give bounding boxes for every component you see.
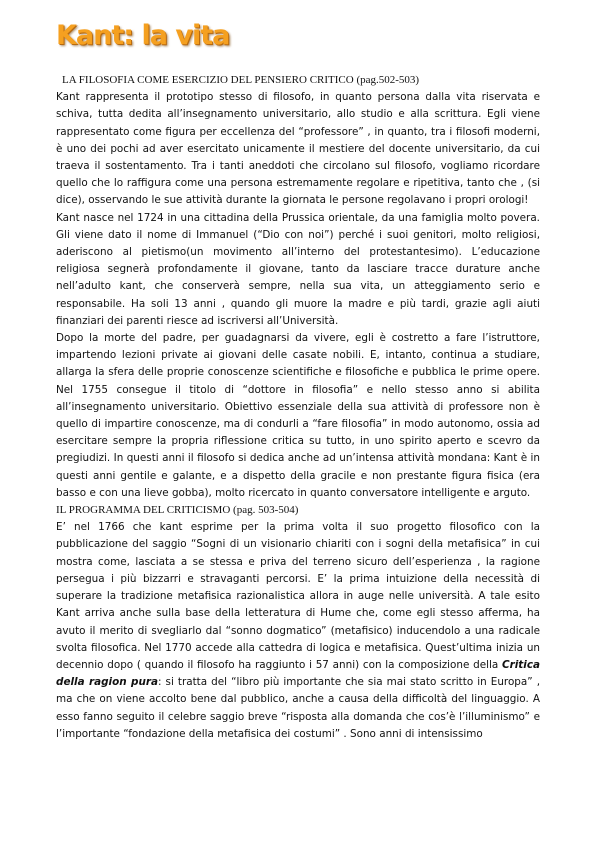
section-heading-criticismo: IL PROGRAMMA DEL CRITICISMO (pag. 503-504): [56, 504, 299, 517]
document-body: [56, 72, 540, 743]
paragraph: Dopo la morte del padre, per guadagnarsi da vivere, egli è costretto a fare l’istruttore, impartendo lezioni private ai giovani delle casate nobili. E, intanto, continua a studiare, allarga la sfera delle proprie conoscenze scientifiche e filosofiche e pubblica le prime opere. Nel 1755 consegue il titolo di “dottore in filosofia” e nello stesso anno si abilita all’insegnamento universitario. Obiettivo essenziale della sua attività di professore non è quello di impartire conoscenze, ma di condurli a “fare filosofia” in modo autonomo, ossia ad esercitare sempre la propria riflessione critica su tutto, in uno spirito aperto e scevro da pregiudizi. In questi anni il filosofo si dedica anche ad un’intensa attività mondana: Kant è in questi anni gentile e galante, e a dispetto della gracile e non prestante figura fisica (era basso e con una lieve gobba), molto ricercato in quanto conversatore intelligente e arguto.: [56, 332, 540, 499]
paragraph-text: : si tratta del “libro più importante che sia mai stato scritto in Europa” , ma che on viene accolto bene dal pubblico, anche a causa della difficoltà del linguaggio. A esso fanno seguito il celebre saggio breve “risposta alla domanda che cos’è l’illuminismo” e l’importante “fondazione della metafisica dei costumi” . Sono anni di intensissimo: [56, 676, 541, 740]
paragraph-text: E’ nel 1766 che kant esprime per la prima volta il suo progetto filosofico con la pubblicazione del saggio “Sogni di un visionario chiariti con i sogni della metafisica” in cui mostra come, lasciata a se stessa e priva del terreno sicuro dell’esperienza , la ragione persegua i più bizzarri e stravaganti percorsi. E’ la prima intuizione della necessità di superare la tradizione metafisica razionalistica allora in auge nelle università. A tale esito Kant arriva anche sulla base della letteratura di Hume che, come egli stesso afferma, ha avuto il merito di svegliarlo dal “sonno dogmatico” (metafisico) inducendolo a una radicale svolta filosofica. Nel 1770 accede alla cattedra di logica e metafisica. Quest’ultima inizia un decennio dopo ( quando il filosofo ha raggiunto i 57 anni) con la composizione della: [56, 521, 540, 671]
paragraph: [56, 519, 540, 743]
section-heading-filosofia: LA FILOSOFIA COME ESERCIZIO DEL PENSIERO CRITICO (pag.502-503): [62, 74, 420, 86]
paragraph: Kant rappresenta il prototipo stesso di filosofo, in quanto persona dalla vita riservata e schiva, tutta dedita all’insegnamento universitario, allo studio e alla scrittura. Egli viene rappresentato come figura per eccellenza del “professore” , in quanto, tra i filosofi moderni, è uno dei pochi ad aver esercitato unicamente il mestiere del docente universitario, da cui traeva il sostentamento. Tra i tanti aneddoti che circolano sul filosofo, vogliamo ricordare quello che lo raffigura come una persona estremamente regolare e ripetitiva, tanto che , (si dice), osservando le sue attività durante la giornata le persone regolavano i propri orologi!: [56, 91, 540, 207]
page-title: Kant: la vita: [56, 20, 230, 51]
paragraph: Kant nasce nel 1724 in una cittadina della Prussica orientale, da una famiglia molto povera. Gli viene dato il nome di Immanuel (“Dio con noi”) perché i suoi genitori, molto religiosi, aderiscono al pietismo(un movimento all’interno del protestantesimo). L’educazione religiosa segnerà profondamente il giovane, tanto da lasciare tracce durature anche nell’adulto kant, che conserverà sempre, nella sua vita, un atteggiamento serio e responsabile. Ha soli 13 anni , quando gli muore la madre e più tardi, grazie agli aiuti finanziari dei parenti riesce ad iscriversi all’Università.: [56, 211, 540, 327]
emphasized-title: Critica della ragion pura: [56, 658, 540, 689]
